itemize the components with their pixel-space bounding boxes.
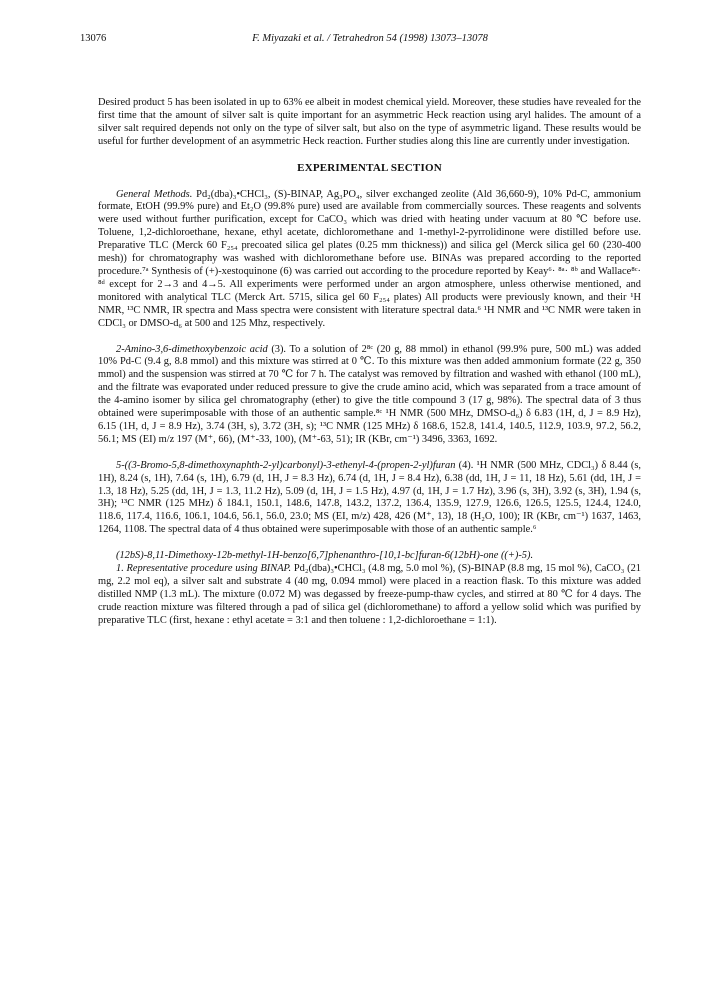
general-methods-paragraph	[98, 189, 641, 331]
general-methods-text: Pd₂(dba)₃•CHCl₃, (S)-BINAP, Ag₃PO₄, silver exchanged zeolite (Ald 36,660-9), 10% Pd-C, ammonium formate, EtOH (99.9% pure) and Et₂O (99.8% pure) used are available from commercially sources. These reagents and solvents were used without further purification, except for CaCO₃ which was dried with heating under vacuum at 80 ℃ before use. Toluene, 1,2-dichloroethane, hexane, ethyl acetate, dichloromethane and 1-methyl-2-pyrrolidinone were distilled before use. Preparative TLC (Merck 60 F₂₅₄ precoated silica gel plates (0.25 mm thickness)) and silica gel (Merck silica gel 60 (230-400 mesh)) for chromatography was washed with dichloromethane before use. BINAs was prepared according to the reported procedure.⁷ᵃ Synthesis of (+)-xestoquinone (6) was carried out according to the procedure reported by Keay⁶· ⁸ᵃ· ⁸ᵇ and Wallace⁸ᶜ· ⁸ᵈ except for 2→3 and 4→5. All experiments were performed under an argon atmosphere, unless otherwise mentioned, and monitored with analytical TLC (Merck Art. 5715, silica gel 60 F₂₅₄ plates) All products were previously known, and their ¹H NMR, ¹³C NMR, IR spectra and Mass spectra were consistent with literature spectral data.⁶ ¹H NMR and ¹³C NMR were taken in CDCl₃ or DMSO-d₆ at 500 and 125 Mhz, respectively.	[98, 188, 642, 329]
page-header	[80, 33, 660, 49]
compound-3-paragraph	[98, 344, 641, 447]
compound-3-name: 2-Amino-3,6-dimethoxybenzoic acid	[116, 343, 268, 355]
page-number: 13076	[80, 33, 107, 44]
compound-4-name: 5-((3-Bromo-5,8-dimethoxynaphth-2-yl)carbonyl)-3-ethenyl-4-(propen-2-yl)furan	[116, 459, 456, 471]
body-text	[98, 97, 641, 628]
general-methods-lead: General Methods.	[116, 188, 193, 200]
section-heading: EXPERIMENTAL SECTION	[297, 161, 442, 174]
compound-5-title: (12bS)-8,11-Dimethoxy-12b-methyl-1H-benzo[6,7]phenanthro-[10,1-bc]furan-6(12bH)-one ((+)-5).	[116, 550, 534, 562]
compound-5-text: Pd₂(dba)₃•CHCl₃ (4.8 mg, 5.0 mol %), (S)-BINAP (8.8 mg, 15 mol %), CaCO₃ (21 mg, 2.2 mol eq), a silver salt and substrate 4 (40 mg, 0.094 mmol) were placed in a reaction flask. To this mixture was added distilled NMP (1.3 mL). The mixture (0.072 M) was degassed by freeze-pump-thaw cycles, and stirred at 80 ℃ for 4 days. The crude reaction mixture was filtered through a pad of silica gel (dichloromethane) to afford a yellow solid which was purified by preparative TLC (first, hexane : ethyl acetate = 3:1 and then toluene : 1,2-dichloroethane = 1:1).	[98, 563, 641, 626]
intro-paragraph: Desired product 5 has been isolated in up to 63% ee albeit in modest chemical yield. Moreover, these studies have revealed for the first time that the amount of silver salt is quite important for an asymmetric Heck reaction using aryl halides. The amount of a silver salt required depends not only on the type of silver salt, but also on the type of asymmetric ligand. These results would be useful for further development of an asymmetric Heck reaction. Further studies along this line are currently under investigation.	[98, 97, 641, 147]
compound-5-procedure-lead: 1. Representative procedure using BINAP.	[116, 563, 292, 575]
compound-3-text: (3). To a solution of 2⁸ᶜ (20 g, 88 mmol) in ethanol (99.9% pure, 500 mL) was added 10% Pd-C (9.4 g, 8.8 mmol) and this mixture was stirred at 0 ℃. To this mixture was then added ammonium formate (22 g, 350 mmol) and the suspension was stirred at 70 ℃ for 7 h. The catalyst was removed by filtration and washed with ethanol (100 mL), and the filtrate was evaporated under reduced pressure to give the crude amino acid, which was separated from a trace amount of the 4-amino isomer by silica gel chromatography (ether) to give the title compound 3 (17 g, 98%). The spectral data of 3 thus obtained were superimposable with those of an authentic sample.⁸ᶜ ¹H NMR (500 MHz, DMSO-d₆) δ 6.83 (1H, d, J = 8.9 Hz), 6.15 (1H, d, J = 8.9 Hz), 3.74 (3H, s), 3.72 (3H, s); ¹³C NMR (125 MHz) δ 168.6, 152.8, 141.4, 140.5, 112.9, 103.9, 97.2, 56.2, 56.1; MS (EI) m/z 197 (M⁺, 66), (M⁺-33, 100), (M⁺-63, 51); IR (KBr, cm⁻¹) 3496, 3363, 1692.	[98, 343, 641, 445]
compound-4-paragraph	[98, 460, 641, 537]
running-head: F. Miyazaki et al. / Tetrahedron 54 (1998) 13073–13078	[252, 33, 488, 44]
compound-4-text: (4). ¹H NMR (500 MHz, CDCl₃) δ 8.44 (s, 1H), 8.24 (s, 1H), 7.64 (s, 1H), 6.79 (d, 1H, J = 8.3 Hz), 6.74 (d, 1H, J = 8.4 Hz), 6.38 (dd, 1H, J = 11, 18 Hz), 5.61 (dd, 1H, J = 1.3, 18 Hz), 5.25 (dd, 1H, J = 1.3, 11.2 Hz), 5.09 (d, 1H, J = 1.5 Hz), 4.97 (d, 1H, J = 1.7 Hz), 3.96 (s, 3H), 3.92 (s, 3H), 1.94 (s, 3H); ¹³C NMR (125 MHz) δ 184.1, 150.1, 148.6, 147.8, 143.2, 137.2, 136.4, 135.9, 127.9, 126.6, 126.5, 125.5, 124.4, 124.0, 118.6, 117.4, 116.6, 106.1, 104.6, 56.1, 56.0, 23.0; MS (EI, m/z) 428, 426 (M⁺, 13), 18 (H₂O, 100); IR (KBr, cm⁻¹) 1637, 1463, 1264, 1108. The spectral data of 4 thus obtained were superimposable with those of an authentic sample.⁶	[98, 459, 641, 536]
compound-5-paragraph	[98, 550, 641, 627]
